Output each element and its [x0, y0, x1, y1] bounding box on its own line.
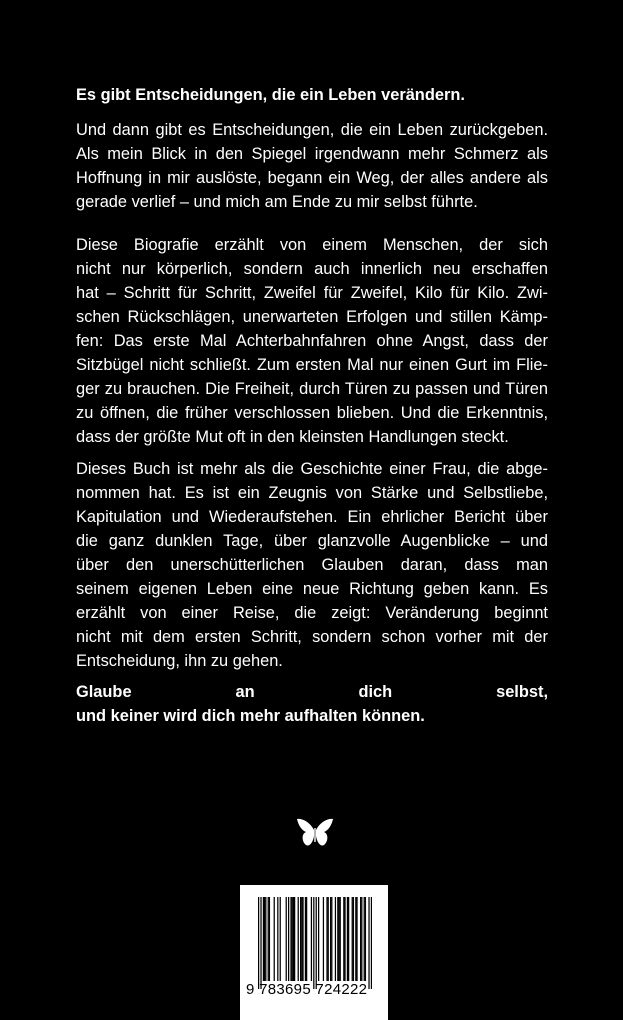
barcode-bar [311, 897, 312, 981]
barcode-bar [274, 897, 275, 981]
text-line: dass der größte Mut oft in den kleinsten Handlungen steckt. [76, 428, 509, 446]
barcode-bar [323, 897, 324, 981]
barcode-bar [292, 897, 293, 981]
barcode-bar [368, 897, 369, 989]
headline-text: Es gibt Entscheidungen, die ein Leben verändern. [76, 86, 465, 104]
text-line: gerade verlief – und mich am Ende zu mir selbst führte. [76, 193, 478, 211]
barcode-bar [330, 897, 331, 981]
barcode-bar [361, 897, 362, 981]
text-line: nicht mit dem ersten Schritt, sondern schon vorher mit der [76, 628, 548, 646]
text-line: Als mein Blick in den Spiegel irgendwann mehr Schmerz als [76, 145, 548, 163]
barcode-bar [338, 897, 339, 981]
barcode-bar [371, 897, 372, 989]
barcode-bar [269, 897, 270, 981]
barcode-bar [328, 897, 329, 981]
text-line: Glaube an dich selbst, [76, 683, 548, 701]
text-line: und keiner wird dich mehr aufhalten können. [76, 707, 425, 725]
barcode-bar [364, 897, 365, 981]
barcode-bar [355, 897, 356, 981]
barcode-bar [331, 897, 332, 981]
barcode-bar [347, 897, 348, 981]
barcode-bar [316, 897, 317, 989]
barcode-bar [268, 897, 269, 981]
barcode-bar [343, 897, 344, 981]
barcode-bar [293, 897, 294, 981]
text-line: Diese Biografie erzählt von einem Menschen, der sich [76, 236, 548, 254]
text-line: Und dann gibt es Entscheidungen, die ein Leben zurückgeben. [76, 121, 548, 139]
barcode-bar [352, 897, 353, 981]
text-line: hat – Schritt für Schritt, Zweifel für Zweifel, Kilo für Kilo. Zwi- [76, 284, 548, 302]
barcode-bar [326, 897, 327, 981]
paragraph-2 [76, 233, 548, 449]
paragraph-1 [76, 118, 548, 214]
barcode-bar [318, 897, 319, 981]
text-line: Sitzbügel nicht schließt. Zum ersten Mal nur einen Gurt im Flie- [76, 356, 548, 374]
barcode-bar [280, 897, 281, 981]
text-line: Kapitulation und Wiederaufstehen. Ein ehrlicher Bericht über [76, 508, 548, 526]
barcode-bar [264, 897, 265, 981]
butterfly-logo-icon [296, 818, 334, 852]
barcode-bar [263, 897, 264, 981]
barcode-bar [301, 897, 302, 981]
text-line: nicht nur körperlich, sondern auch innerlich neu erschaffen [76, 260, 548, 278]
text-line: Hoffnung in mir auslöste, begann ein Weg, der alles andere als [76, 169, 548, 187]
barcode-bar [313, 897, 314, 989]
text-line: erzählt von einer Reise, die zeigt: Veränderung beginnt [76, 604, 548, 622]
text-line: nommen hat. Es ist ein Zeugnis von Stärke und Selbstliebe, [76, 484, 548, 502]
barcode-bar [286, 897, 287, 981]
barcode-label [240, 885, 388, 1020]
barcode-bar [337, 897, 338, 981]
barcode-bar [300, 897, 301, 981]
barcode-bar [344, 897, 345, 981]
headline [76, 83, 548, 107]
paragraph-3 [76, 457, 548, 673]
text-line: schen Rückschlägen, unerwarteten Erfolgen und stillen Kämp- [76, 308, 548, 326]
barcode-bar [265, 897, 266, 981]
barcode-bar [356, 897, 357, 981]
text-line: zu öffnen, die früher verschlossen blieben. Und die Erkenntnis, [76, 404, 548, 422]
barcode-bar [288, 897, 289, 981]
barcode-bar [305, 897, 306, 981]
barcode-bar [260, 897, 261, 989]
barcode-bar [306, 897, 307, 981]
barcode-bar [277, 897, 278, 981]
barcode-bar [353, 897, 354, 981]
barcode-bar [294, 897, 295, 981]
text-line: über den unerschütterlichen Glauben daran, dass man [76, 556, 548, 574]
barcode-bar [335, 897, 336, 981]
isbn-number: 9 783695 724222 [246, 981, 368, 998]
barcode-bar [360, 897, 361, 981]
text-line: seinem eigenen Leben eine neue Richtung geben kann. Es [76, 580, 548, 598]
barcode-bar [302, 897, 303, 981]
closing-statement [76, 680, 548, 728]
barcode-bar [258, 897, 259, 989]
text-line: ger zu brauchen. Die Freiheit, durch Türen zu passen und Türen [76, 380, 548, 398]
barcode-bar [348, 897, 349, 981]
text-line: Dieses Buch ist mehr als die Geschichte einer Frau, die abge- [76, 460, 548, 478]
barcode-bar [365, 897, 366, 981]
barcode-bar [298, 897, 299, 981]
barcode-bar [340, 897, 341, 981]
text-line: fen: Das erste Mal Achterbahnfahren ohne Angst, dass der [76, 332, 548, 350]
barcode-bar [290, 897, 291, 981]
text-line: Entscheidung, ihn zu gehen. [76, 652, 283, 670]
text-line: die ganz dunklen Tage, über glanzvolle Augenblicke – und [76, 532, 548, 550]
